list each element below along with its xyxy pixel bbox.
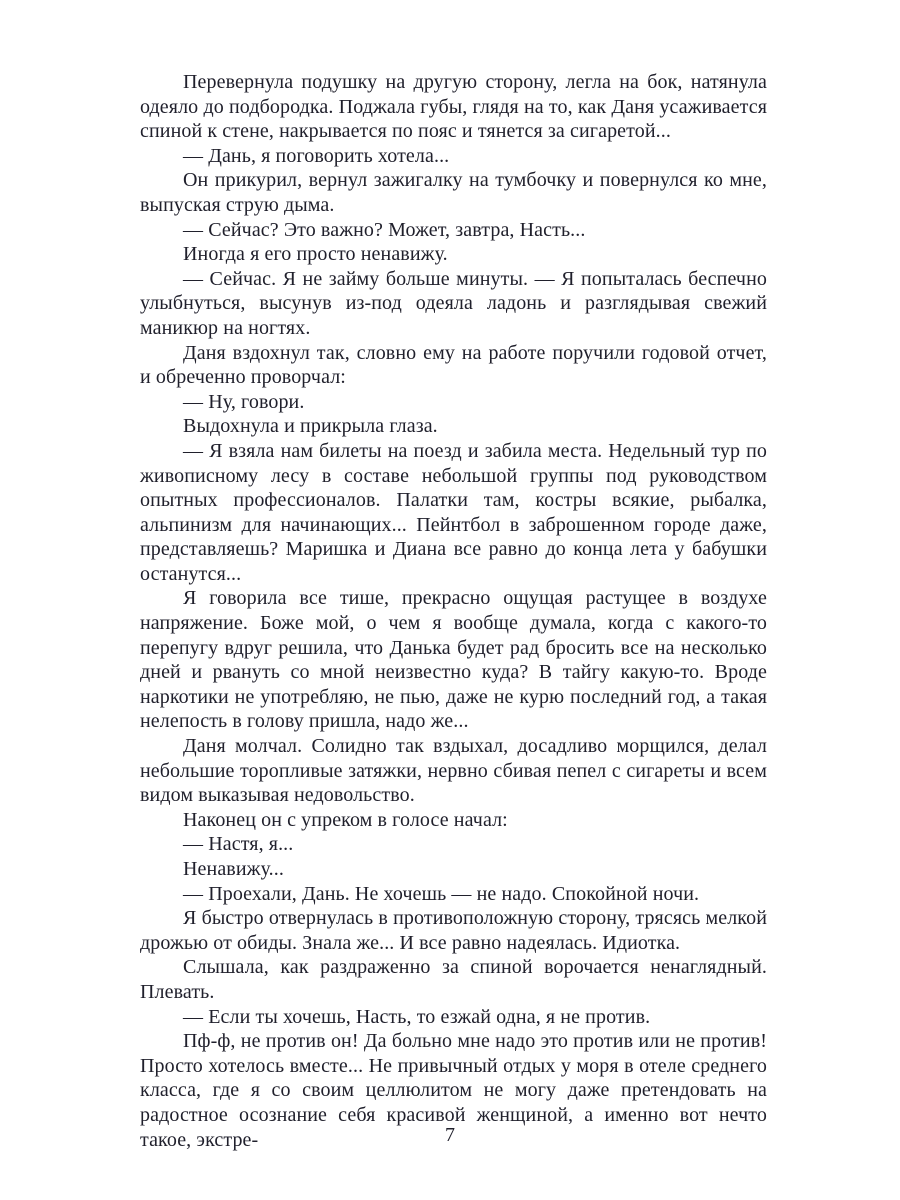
paragraph: Я говорила все тише, прекрасно ощущая растущее в воздухе напряжение. Боже мой, о чем я вообще думала, когда с какого-то перепугу вдруг решила, что Данька будет рад бросить все на несколько дней и рвануть со мной неизвестно куда? В тайгу какую-то. Вроде наркотики не употребляю, не пью, даже не курю последний год, а такая нелепость в голову пришла, надо же... xyxy=(140,587,767,733)
paragraph: Выдохнула и прикрыла глаза. xyxy=(183,415,438,438)
paragraph: Наконец он с упреком в голосе начал: xyxy=(183,808,508,831)
paragraph: Слышала, как раздраженно за спиной ворочается ненаглядный. Плевать. xyxy=(140,956,767,1003)
paragraph: — Настя, я... xyxy=(183,833,294,856)
paragraph: — Дань, я поговорить хотела... xyxy=(183,144,450,167)
paragraph: Перевернула подушку на другую сторону, легла на бок, натянула одеяло до подбородка. Поджала губы, глядя на то, как Даня усаживается спиной к стене, накрывается по пояс и тянется за сигаретой... xyxy=(140,71,767,143)
paragraph: Он прикурил, вернул зажигалку на тумбочку и повернулся ко мне, выпуская струю дыма. xyxy=(140,169,767,216)
paragraph: Даня вздохнул так, словно ему на работе поручили годовой отчет, и обреченно проворчал: xyxy=(140,341,767,389)
paragraph: — Если ты хочешь, Насть, то езжай одна, я не против. xyxy=(183,1005,651,1028)
paragraph: Иногда я его просто ненавижу. xyxy=(183,243,448,266)
page-number: 7 xyxy=(445,1124,455,1146)
paragraph: — Проехали, Дань. Не хочешь — не надо. Спокойной ночи. xyxy=(183,882,700,905)
paragraph: — Я взяла нам билеты на поезд и забила места. Недельный тур по живописному лесу в составе небольшой группы под руководством опытных профессионалов. Палатки там, костры всякие, рыбалка, альпинизм для начинающих... Пейнтбол в заброшенном городе даже, представляешь? Маришка и Диана все равно до конца лета у бабушки останутся... xyxy=(140,439,767,585)
paragraph: Даня молчал. Солидно так вздыхал, досадливо морщился, делал небольшие торопливые затяжки, нервно сбивая пепел с сигареты и всем видом выказывая недовольство. xyxy=(140,735,767,807)
paragraph: Ненавижу... xyxy=(183,858,284,880)
paragraph: Пф-ф, не против он! Да больно мне надо это против или не против! Просто хотелось вместе... Не привычный отдых у моря в отеле среднего класса, где я со своим целлюлитом не могу даже претендовать на радостное осознание себя красивой женщиной, а именно вот нечто такое, экстре- xyxy=(140,1030,767,1151)
paragraph: — Сейчас? Это важно? Может, завтра, Насть... xyxy=(183,218,586,241)
paragraph: — Ну, говори. xyxy=(183,390,305,413)
paragraph: — Сейчас. Я не займу больше минуты. — Я попыталась беспечно улыбнуться, высунув из-под одеяла ладонь и разглядывая свежий маникюр на ногтях. xyxy=(140,267,767,339)
paragraph: Я быстро отвернулась в противоположную сторону, трясясь мелкой дрожью от обиды. Знала же... И все равно надеялась. Идиотка. xyxy=(140,907,767,954)
text-block xyxy=(140,70,767,1152)
